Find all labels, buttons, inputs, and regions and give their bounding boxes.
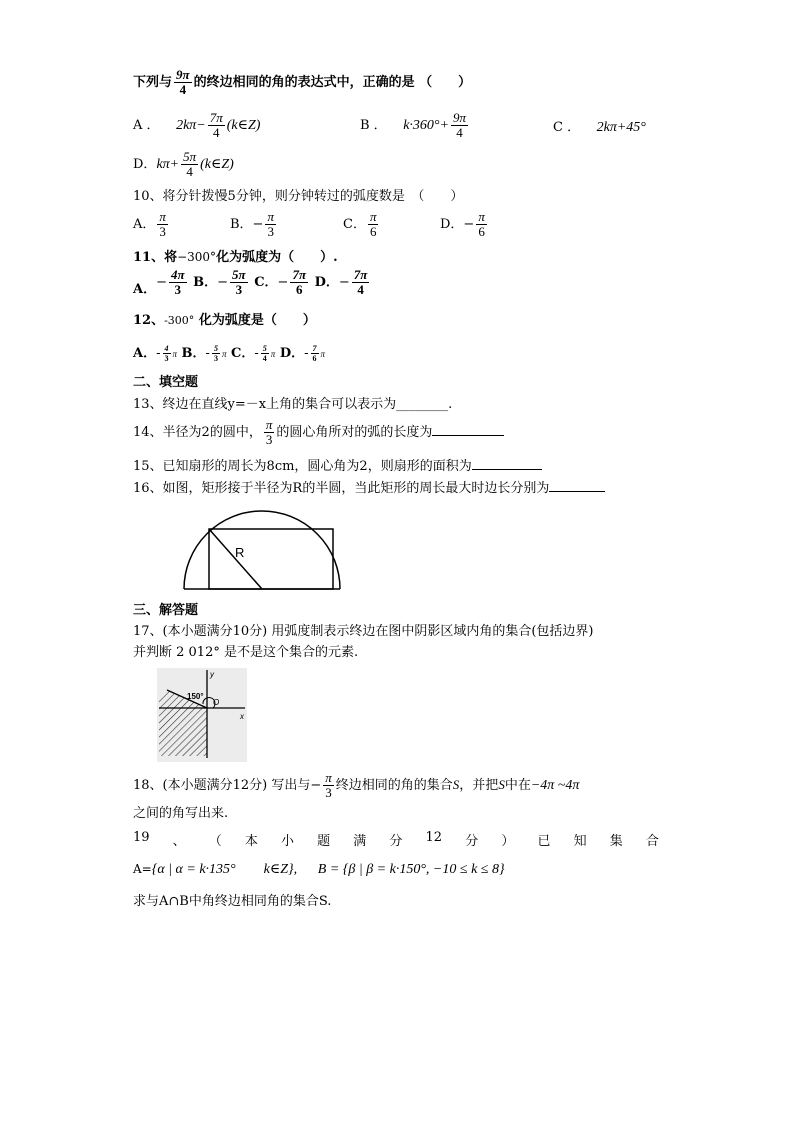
q11-option-d: D．− $\frac{7\pi}{4}$ <box>314 267 368 297</box>
q9-option-b: B ． k·360°+ $\frac{9\pi}{4}$ <box>360 110 466 140</box>
q16: 16、如图，矩形接于半径为R的半圆，当此矩形的周长最大时边长分别为 <box>133 479 605 498</box>
q10-b-fraction: $\frac{\pi}{3}$ <box>267 209 274 239</box>
q12-option-d: D．- $\frac{7}{6}$ π <box>279 344 326 363</box>
q11-option-a: A．− $\frac{4\pi}{3}$ <box>133 267 185 297</box>
q14-answer-blank <box>432 423 504 436</box>
origin-label: O <box>213 698 220 707</box>
q10-d-fraction: $\frac{\pi}{6}$ <box>478 209 485 239</box>
semicircle-arc <box>184 511 340 589</box>
q12-option-c: C．- $\frac{5}{4}$ π <box>231 344 276 363</box>
q11-stem: 11、将−300°化为弧度为（ ）. <box>133 250 338 265</box>
q11-option-b: B．− $\frac{5\pi}{3}$ <box>193 267 246 297</box>
q14-fraction: $\frac{\pi}{3}$ <box>265 417 273 447</box>
q9-option-a: A ． 2kπ− $\frac{7\pi}{4}$ (k∈Z) <box>133 110 261 140</box>
q18-line1: 18、(本小题满分12分) 写出与− $\frac{\pi}{3}$ 终边相同的角的集合S，并把S中在−4π ~4π <box>133 770 580 800</box>
q18-fraction: $\frac{\pi}{3}$ <box>325 770 332 800</box>
q9-option-d-fraction: $\frac{5\pi}{4}$ <box>183 149 197 179</box>
q9-option-d: D．kπ+ $\frac{5\pi}{4}$ (k∈Z) <box>133 149 234 179</box>
angle-label: 150° <box>187 692 204 701</box>
q9-stem: 下列与 $\frac{9\pi}{4}$ 的终边相同的角的表达式中，正确的是 （ ） <box>133 67 472 97</box>
q12-a-fraction: $\frac{4}{3}$ <box>164 344 169 363</box>
q9-option-b-fraction: $\frac{9\pi}{4}$ <box>452 110 466 140</box>
q10-a-fraction: $\frac{\pi}{3}$ <box>159 209 166 239</box>
q11-d-fraction: $\frac{7\pi}{4}$ <box>353 267 368 297</box>
q9-stem-fraction: $\frac{9\pi}{4}$ <box>176 67 190 97</box>
q18-line2: 之间的角写出来. <box>133 806 229 821</box>
q16-answer-blank <box>549 479 605 492</box>
section-fill-in-title: 二、填空题 <box>133 375 199 390</box>
q12-c-fraction: $\frac{5}{4}$ <box>262 344 267 363</box>
q9-option-a-fraction: $\frac{7\pi}{4}$ <box>209 110 223 140</box>
radius-label: R <box>235 545 245 560</box>
q10-stem: 10、将分针拨慢5分钟，则分钟转过的弧度数是 （ ） <box>133 189 464 204</box>
semicircle-rectangle-figure <box>180 505 345 593</box>
q11-option-c: C．− $\frac{7\pi}{6}$ <box>254 267 307 297</box>
q11-c-fraction: $\frac{7\pi}{6}$ <box>292 267 307 297</box>
q13: 13、终边在直线y=－x上角的集合可以表示为________. <box>133 397 453 412</box>
q19-line1: 19 、 （ 本 小 题 满 分 12 分 ） 已 知 集 合 <box>133 830 659 849</box>
q11-b-fraction: $\frac{5\pi}{3}$ <box>232 267 246 297</box>
q12-option-a: A．- $\frac{4}{3}$ π <box>133 344 178 363</box>
x-axis-label: x <box>240 712 244 721</box>
q19-line3: 求与A∩B中角终边相同角的集合S. <box>133 894 332 909</box>
q10-c-fraction: $\frac{\pi}{6}$ <box>369 209 377 239</box>
section-solve-title: 三、解答题 <box>133 603 199 618</box>
q17-line1: 17、(本小题满分10分) 用弧度制表示终边在图中阴影区域内角的集合(包括边界) <box>133 624 594 639</box>
shaded-angle-figure <box>157 668 247 762</box>
q12-options <box>133 342 325 363</box>
q17-line2: 并判断 2 012° 是不是这个集合的元素. <box>133 645 359 660</box>
inscribed-rectangle <box>209 529 333 589</box>
q14: 14、半径为2的圆中， $\frac{\pi}{3}$ 的圆心角所对的弧的长度为 <box>133 418 504 447</box>
q11-options <box>133 268 371 297</box>
y-axis-label: y <box>210 670 214 679</box>
q9-option-c: C ． 2kπ+45° <box>553 120 646 135</box>
q10-option-a: A． $\frac{\pi}{3}$ <box>133 209 166 239</box>
q19-sets: A={α | α = k·135° k∈Z}, B = {β | β = k·150°, −10 ≤ k ≤ 8} <box>133 862 505 877</box>
q12-b-fraction: $\frac{5}{3}$ <box>213 344 218 363</box>
q15-answer-blank <box>472 457 542 470</box>
q12-stem: 12、-300° 化为弧度是（ ） <box>133 313 316 328</box>
q10-option-b: B．− $\frac{\pi}{3}$ <box>230 209 274 239</box>
q11-a-fraction: $\frac{4\pi}{3}$ <box>171 267 185 297</box>
q10-option-c: C． $\frac{\pi}{6}$ <box>343 209 377 239</box>
q12-d-fraction: $\frac{7}{6}$ <box>312 344 317 363</box>
q15: 15、已知扇形的周长为8cm，圆心角为2，则扇形的面积为 <box>133 457 542 476</box>
q12-option-b: B．- $\frac{5}{3}$ π <box>181 344 227 363</box>
q10-option-d: D．− $\frac{\pi}{6}$ <box>440 209 485 239</box>
